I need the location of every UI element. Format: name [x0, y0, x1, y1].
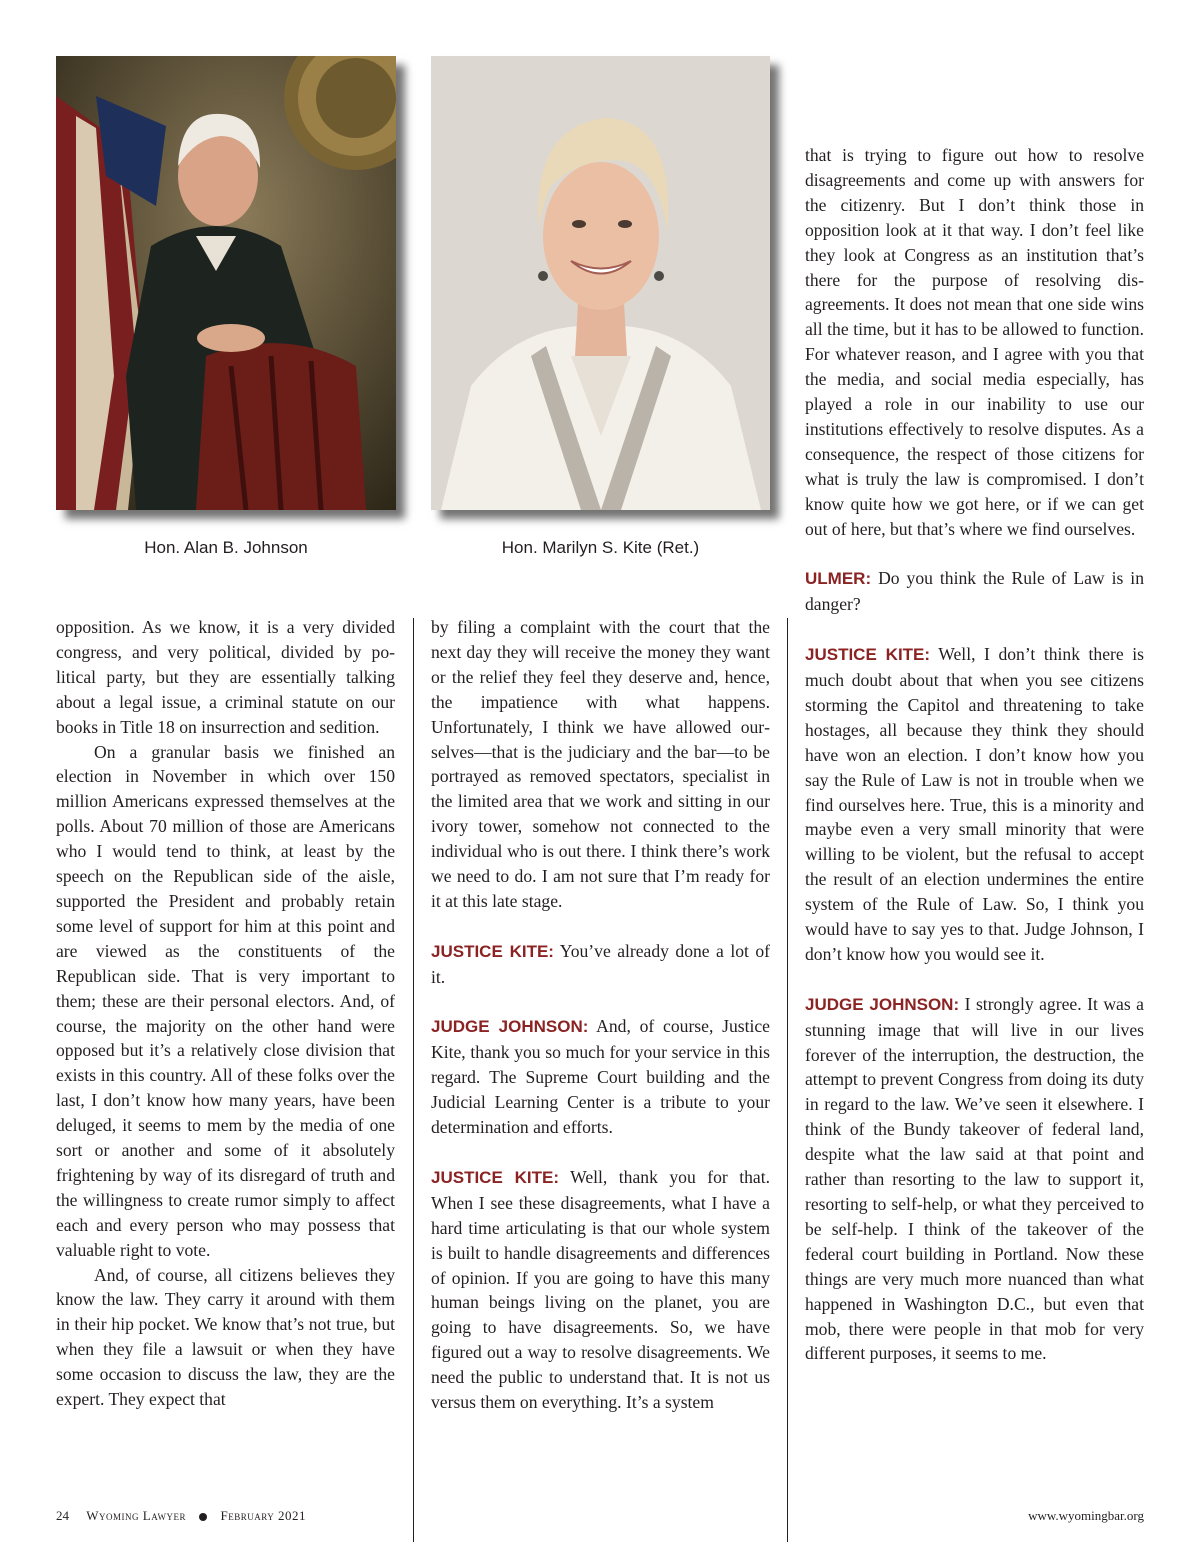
dialogue-paragraph — [805, 992, 1144, 1367]
speaker-label: JUDGE JOHNSON: — [805, 994, 960, 1014]
paragraph: And, of course, all citizens believes they know the law. They carry it around with them in their hip pocket. We know that’s not true, but when they file a lawsuit or when they have some occasion to discuss the law, they are the expert. They expect that — [56, 1264, 395, 1410]
publication-name: Wyoming Lawyer — [86, 1508, 186, 1523]
dialogue-paragraph — [431, 939, 770, 990]
kite-photo-caption: Hon. Marilyn S. Kite (Ret.) — [501, 538, 700, 557]
dialogue-paragraph — [431, 1165, 770, 1415]
dialogue-paragraph — [431, 1014, 770, 1140]
speaker-text: And, of course, Justice Kite, thank you so much for your service in this regard. The Supreme Court building and the Judicial Learning Center is a tribute to your determination and efforts. — [431, 1016, 770, 1138]
column-divider — [413, 618, 414, 1542]
speaker-text: I strongly agree. It was a stunning image that will live in our lives forever of the interruption, the destruction, the attempt to prevent Congress from doing its duty in regard to the law. We’ve seen it elsewhere. I think of the Bundy takeover of federal land, despite what the law said at that point and rather than resorting to the law to support it, resorting to self-help, or what they perceived to be self-help. I think of the takeover of the federal court building in Portland. Now these things are very much more nuanced than what happened in Washington D.C., but even that mob, there were people in that mob for very different purposes, it seems to me. — [805, 993, 1144, 1364]
johnson-photo-caption: Hon. Alan B. Johnson — [144, 538, 308, 557]
page-footer-left — [56, 1508, 306, 1524]
johnson-portrait-illustration — [56, 56, 396, 510]
article-column-1 — [56, 615, 395, 1412]
speaker-text: Well, I don’t think there is much doubt about that when you see citizens storming the Capitol and threatening to take hostages, all because they think they should have won an election. I don’t know how you say the Rule of Law is not in trouble when we find ourselves here. True, this is a minority and maybe even a very small minority that were willing to be violent, but the refusal to accept the result of an election undermines the entire system of the Rule of Law. So, I think you would have to say yes to that. Judge Johnson, I don’t know how you would see it. — [805, 644, 1144, 964]
bullet-separator-icon — [199, 1513, 207, 1521]
dialogue-paragraph — [805, 566, 1144, 617]
speaker-label: JUSTICE KITE: — [431, 1167, 559, 1187]
kite-portrait-photo — [431, 56, 770, 510]
paragraph: by filing a complaint with the court that the next day they will receive the money they want or the relief they feel they deserve and, hence, the impatience with what happens. Unfortunately, I think we have allowed ourselves—that is the judiciary and the bar—to be portrayed as removed spectators, specialist in the limited area that we work and sitting in our ivory tower, somehow not connected to the individual who is out there. I think there’s work we need to do. I am not sure that I’m ready for it at this late stage. — [431, 617, 770, 911]
speaker-text: You’ve already done a lot of it. — [431, 940, 770, 987]
speaker-text: Do you think the Rule of Law is in danger? — [805, 568, 1144, 615]
paragraph: opposition. As we know, it is a very divided congress, and very political, divided by political party, but they are essentially talking about a legal issue, a criminal statute on our books in Title 18 on insurrection and sedition. — [56, 617, 395, 737]
website-link[interactable]: www.wyomingbar.org — [1028, 1508, 1144, 1523]
speaker-label: JUSTICE KITE: — [805, 645, 931, 665]
speaker-label: JUSTICE KITE: — [431, 941, 554, 961]
kite-portrait-illustration — [431, 56, 770, 510]
article-column-3 — [805, 143, 1144, 1366]
column-divider — [787, 618, 788, 1542]
issue-date: February 2021 — [220, 1508, 306, 1523]
paragraph: that is trying to figure out how to resolve disagreements and come up with answers for the citizenry. But I don’t think those in opposition look at it that way. I don’t feel like they look at Congress as an institution that’s there for the purpose of resolving disagreements. It does not mean that one side wins all the time, but it has to be allowed to function. For whatever reason, and I agree with you that the media, and social media especially, has played a role in our inability to use our institutions effectively to resolve disputes. As a consequence, the respect of those citizens for what is truly the law is compromised. I don’t know quite how we got here, or if we can get out of here, but that’s where we find ourselves. — [805, 145, 1144, 539]
speaker-text: Well, thank you for that. When I see these disagreements, what I have a hard time articulating is that our whole system is built to handle disagreements and differences of opinion. If you are going to have this many human beings living on the planet, you are going to have disagreements. So, we have figured out a way to resolve disagreements. We need the public to understand that. It is not us versus them on everything. It’s a system — [431, 1166, 770, 1413]
speaker-label: JUDGE JOHNSON: — [431, 1017, 589, 1037]
article-column-2 — [431, 615, 770, 1415]
page-number: 24 — [56, 1508, 69, 1523]
johnson-portrait-photo — [56, 56, 396, 510]
speaker-label: ULMER: — [805, 569, 872, 589]
paragraph: On a granular basis we finished an election in November in which over 150 million Americans expressed themselves at the polls. About 70 million of those are Americans who I would tend to think, at least by the speech on the Republican side of the aisle, supported the President and probably retain some level of support for him at this point and are viewed as the constituents of the Republican side. That is very important to them; these are their personal electors. And, of course, the majority on the other hand were opposed but it’s a relatively close division that exists in this country. All of these folks over the last, I don’t know how many years, have been deluged, it seems to mem by the media of one sort or another and some of it absolutely frightening by way of its disregard of truth and the willingness to create rumor simply to affect each and every person who may possess that valuable right to vote. — [56, 741, 395, 1260]
dialogue-paragraph — [805, 642, 1144, 967]
